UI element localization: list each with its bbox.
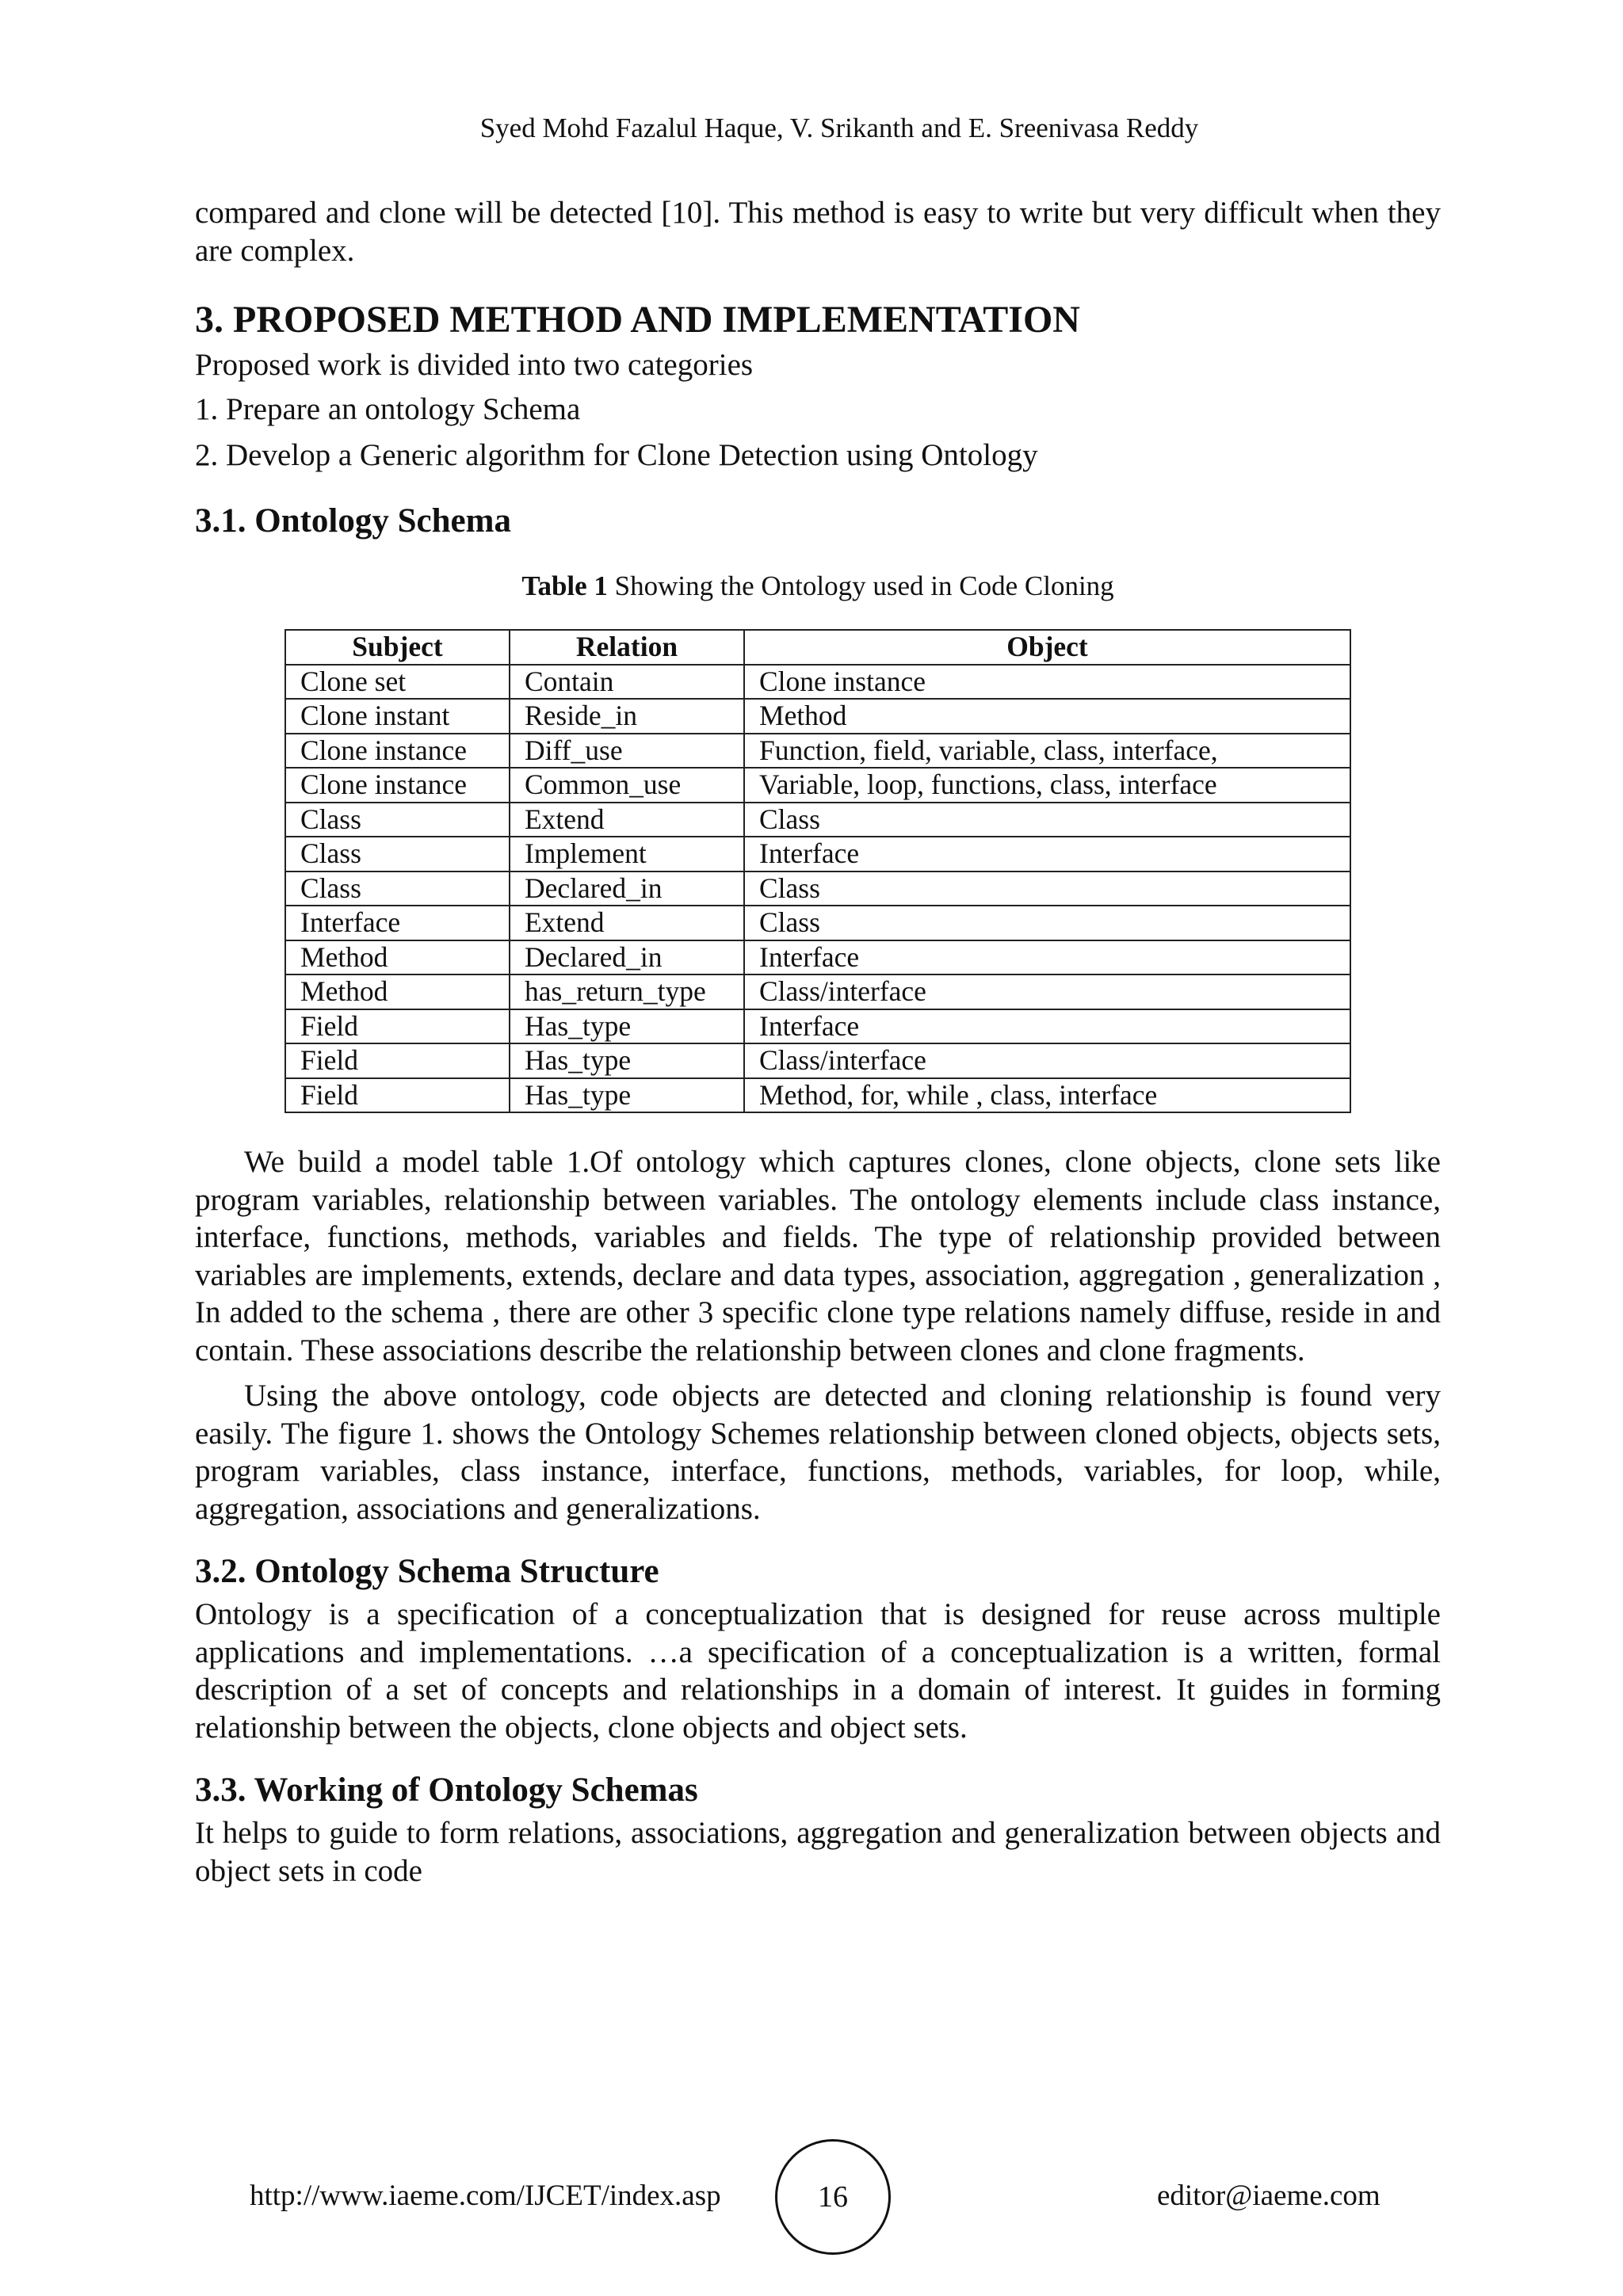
table-row — [285, 768, 1350, 803]
table-cell: Field — [285, 1009, 510, 1044]
page-number: 16 — [775, 2139, 891, 2255]
table-row — [285, 974, 1350, 1009]
table-caption-label: Table 1 — [521, 570, 608, 601]
intro-paragraph: compared and clone will be detected [10]. This method is easy to write but very difficult when they are complex. — [195, 196, 1441, 268]
column-header-object: Object — [744, 630, 1350, 665]
table-cell: Clone set — [285, 665, 510, 700]
section-3-2-heading: 3.2. Ontology Schema Structure — [195, 1553, 659, 1590]
table-cell: Interface — [744, 837, 1350, 871]
table-cell: Implement — [510, 837, 744, 871]
table-cell: Class — [744, 906, 1350, 940]
table-cell: Method, for, while , class, interface — [744, 1078, 1350, 1113]
table-cell: Clone instance — [285, 734, 510, 769]
table-cell: Class — [285, 837, 510, 871]
body-paragraph: Using the above ontology, code objects are detected and cloning relationship is found very easily. The figure 1. shows the Ontology Schemes relationship between cloned objects, objects sets, program variables, class instance, interface, functions, methods, variables, for loop, while, aggregation, associations and generalizations. — [195, 1379, 1441, 1526]
table-cell: Extend — [510, 906, 744, 940]
section-3-intro: Proposed work is divided into two categories — [195, 348, 754, 382]
table-row — [285, 1009, 1350, 1044]
page-footer — [0, 2139, 1623, 2258]
page-body — [195, 194, 1441, 1890]
section-3-3-heading: 3.3. Working of Ontology Schemas — [195, 1772, 698, 1809]
table-cell: Interface — [744, 940, 1350, 975]
table-row — [285, 699, 1350, 734]
table-cell: Common_use — [510, 768, 744, 803]
table-cell: Clone instance — [285, 768, 510, 803]
ontology-table — [285, 629, 1351, 1113]
table-cell: Class — [744, 803, 1350, 837]
table-row — [285, 906, 1350, 940]
section-3-1-heading: 3.1. Ontology Schema — [195, 502, 511, 540]
list-item: 1. Prepare an ontology Schema — [195, 392, 581, 426]
table-caption — [195, 570, 1441, 602]
table-cell: Reside_in — [510, 699, 744, 734]
table-cell: Field — [285, 1043, 510, 1078]
footer-email-link[interactable]: editor@iaeme.com — [1157, 2180, 1381, 2212]
table-cell: Has_type — [510, 1078, 744, 1113]
table-cell: Declared_in — [510, 940, 744, 975]
list-item: 2. Develop a Generic algorithm for Clone Detection using Ontology — [195, 438, 1038, 472]
body-paragraph: We build a model table 1.Of ontology which captures clones, clone objects, clone sets like program variables, relationship between variables. The ontology elements include class instance, interface, functions, methods, variables and fields. The type of relationship provided between variables are implements, extends, declare and data types, association, aggregation , generalization , In added to the schema , there are other 3 specific clone type relations namely diffuse, reside in and contain. These associations describe the relationship between clones and clone fragments. — [195, 1145, 1441, 1367]
column-header-relation: Relation — [510, 630, 744, 665]
table-cell: Method — [744, 699, 1350, 734]
table-cell: Method — [285, 940, 510, 975]
table-row — [285, 871, 1350, 906]
table-cell: Class/interface — [744, 974, 1350, 1009]
table-cell: Method — [285, 974, 510, 1009]
table-caption-text: Showing the Ontology used in Code Cloning — [607, 570, 1114, 601]
table-cell: Class — [285, 803, 510, 837]
table-cell: Class/interface — [744, 1043, 1350, 1078]
table-cell: Declared_in — [510, 871, 744, 906]
table-cell: Diff_use — [510, 734, 744, 769]
table-row — [285, 734, 1350, 769]
column-header-subject: Subject — [285, 630, 510, 665]
table-cell: Class — [744, 871, 1350, 906]
table-row — [285, 1078, 1350, 1113]
table-row — [285, 1043, 1350, 1078]
table-cell: Clone instance — [744, 665, 1350, 700]
table-row — [285, 940, 1350, 975]
table-cell: Field — [285, 1078, 510, 1113]
section-3-heading: 3. PROPOSED METHOD AND IMPLEMENTATION — [195, 299, 1080, 341]
table-cell: Has_type — [510, 1043, 744, 1078]
running-header: Syed Mohd Fazalul Haque, V. Srikanth and E. Sreenivasa Reddy — [479, 113, 1199, 143]
table-cell: Class — [285, 871, 510, 906]
table-row — [285, 803, 1350, 837]
table-cell: Clone instant — [285, 699, 510, 734]
table-header-row — [285, 630, 1350, 665]
table-cell: has_return_type — [510, 974, 744, 1009]
footer-url-link[interactable]: http://www.iaeme.com/IJCET/index.asp — [250, 2180, 721, 2212]
table-cell: Function, field, variable, class, interface, — [744, 734, 1350, 769]
table-cell: Has_type — [510, 1009, 744, 1044]
table-cell: Extend — [510, 803, 744, 837]
table-cell: Interface — [744, 1009, 1350, 1044]
table-row — [285, 665, 1350, 700]
body-paragraph: It helps to guide to form relations, associations, aggregation and generalization between objects and object sets in code — [195, 1816, 1441, 1888]
table-row — [285, 837, 1350, 871]
table-cell: Variable, loop, functions, class, interface — [744, 768, 1350, 803]
table-cell: Interface — [285, 906, 510, 940]
body-paragraph: Ontology is a specification of a conceptualization that is designed for reuse across multiple applications and implementations. …a specification of a conceptualization is a written, formal description of a set of concepts and relationships in a domain of interest. It guides in forming relationship between the objects, clone objects and object sets. — [195, 1597, 1441, 1745]
table-cell: Contain — [510, 665, 744, 700]
